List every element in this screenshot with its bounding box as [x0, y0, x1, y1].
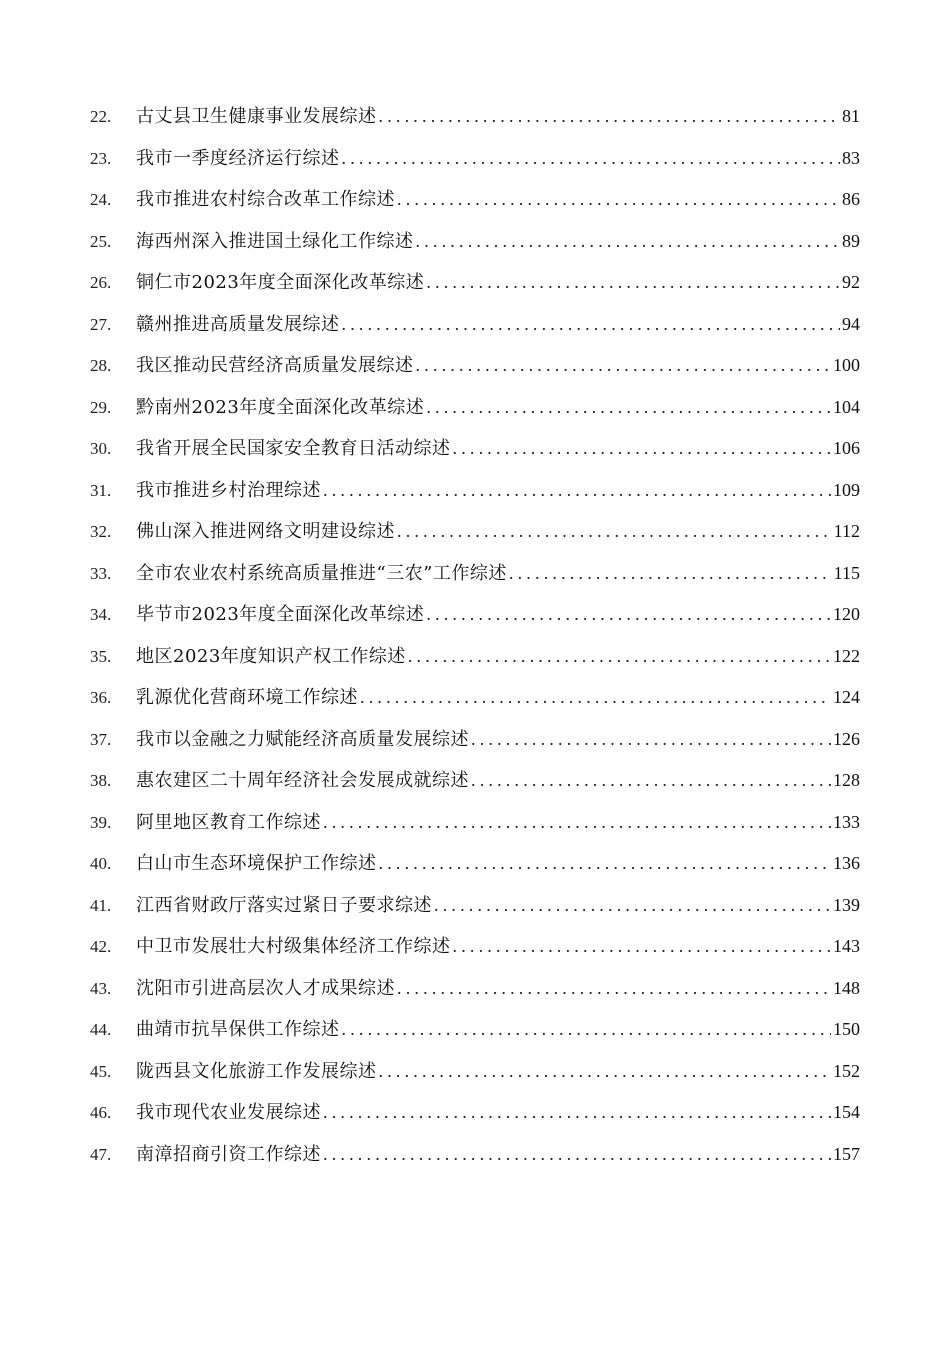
toc-dot-leader	[509, 553, 832, 595]
toc-dot-leader	[408, 636, 831, 678]
toc-entry-page: 83	[842, 147, 860, 168]
toc-entry-title: 古丈县卫生健康事业发展综述	[136, 106, 377, 127]
toc-entry[interactable]	[90, 470, 860, 512]
toc-entry-page: 104	[833, 396, 860, 417]
toc-entry[interactable]	[90, 1092, 860, 1134]
toc-dot-leader	[323, 1092, 831, 1134]
toc-entry-title: 铜仁市2023年度全面深化改革综述	[136, 272, 425, 293]
toc-entry-page: 81	[842, 106, 860, 126]
toc-entry-page: 92	[842, 272, 860, 292]
toc-entry-page: 139	[833, 894, 860, 915]
toc-entry-page: 106	[833, 438, 860, 458]
toc-entry[interactable]	[90, 428, 860, 470]
toc-entry-title: 我市一季度经济运行综述	[136, 147, 340, 169]
toc-entry-page: 133	[833, 811, 860, 832]
toc-dot-leader	[453, 428, 832, 470]
toc-entry-number: 44.	[90, 1020, 112, 1039]
toc-entry-number: 25.	[90, 231, 112, 251]
toc-entry-number: 31.	[90, 480, 112, 500]
toc-dot-leader	[323, 1134, 831, 1176]
toc-entry-page: 94	[842, 313, 860, 334]
toc-entry[interactable]	[90, 843, 860, 885]
toc-entry-number: 28.	[90, 356, 112, 375]
toc-dot-leader	[397, 968, 831, 1010]
toc-entry[interactable]	[90, 968, 860, 1010]
toc-entry-number: 42.	[90, 937, 112, 956]
toc-entry[interactable]	[90, 179, 860, 221]
toc-dot-leader	[416, 221, 841, 263]
toc-entry-title: 全市农业农村系统高质量推进“三农”工作综述	[136, 562, 507, 584]
toc-dot-leader	[416, 345, 832, 387]
toc-dot-leader	[426, 594, 831, 636]
toc-entry-title: 我市推进乡村治理综述	[136, 479, 321, 501]
toc-entry-title: 毕节市2023年度全面深化改革综述	[136, 604, 425, 625]
toc-entry-number: 35.	[90, 646, 112, 666]
toc-dot-leader	[397, 511, 832, 553]
toc-dot-leader	[397, 179, 840, 221]
toc-entry-title: 阿里地区教育工作综述	[136, 811, 321, 833]
toc-entry-page: 86	[842, 189, 860, 209]
table-of-contents	[90, 96, 860, 1175]
toc-dot-leader	[379, 96, 841, 138]
toc-entry-title: 惠农建区二十周年经济社会发展成就综述	[136, 770, 469, 791]
toc-entry-number: 32.	[90, 522, 112, 541]
toc-entry[interactable]	[90, 1009, 860, 1051]
toc-entry-number: 22.	[90, 107, 112, 126]
toc-entry[interactable]	[90, 387, 860, 429]
toc-entry-page: 152	[833, 1060, 860, 1081]
toc-entry-number: 27.	[90, 314, 112, 334]
toc-entry[interactable]	[90, 96, 860, 138]
toc-entry[interactable]	[90, 553, 860, 595]
toc-entry-page: 112	[833, 521, 860, 541]
toc-entry-page: 157	[833, 1143, 860, 1164]
toc-dot-leader	[342, 138, 841, 180]
toc-dot-leader	[323, 470, 831, 512]
toc-entry[interactable]	[90, 885, 860, 927]
toc-entry-title: 佛山深入推进网络文明建设综述	[136, 521, 395, 542]
toc-entry-number: 33.	[90, 563, 112, 583]
toc-entry-number: 36.	[90, 688, 112, 707]
toc-entry[interactable]	[90, 138, 860, 180]
toc-entry-number: 23.	[90, 148, 112, 168]
toc-entry-number: 24.	[90, 190, 112, 209]
toc-dot-leader	[379, 1051, 832, 1093]
toc-entry-title: 南漳招商引资工作综述	[136, 1143, 321, 1165]
toc-entry[interactable]	[90, 345, 860, 387]
toc-entry-title: 沈阳市引进高层次人才成果综述	[136, 977, 395, 999]
toc-entry[interactable]	[90, 636, 860, 678]
toc-entry-title: 白山市生态环境保护工作综述	[136, 853, 377, 874]
toc-dot-leader	[471, 719, 831, 761]
toc-entry-page: 89	[842, 230, 860, 251]
toc-dot-leader	[426, 262, 840, 304]
toc-entry-page: 120	[833, 604, 860, 624]
toc-entry-title: 我区推动民营经济高质量发展综述	[136, 355, 414, 376]
toc-entry-title: 我市以金融之力赋能经济高质量发展综述	[136, 728, 469, 750]
toc-entry-title: 黔南州2023年度全面深化改革综述	[136, 396, 425, 418]
toc-entry-number: 37.	[90, 729, 112, 749]
toc-entry-number: 40.	[90, 854, 112, 873]
toc-entry[interactable]	[90, 719, 860, 761]
toc-dot-leader	[471, 760, 831, 802]
toc-entry-page: 143	[833, 936, 860, 956]
toc-entry[interactable]	[90, 760, 860, 802]
toc-entry-number: 45.	[90, 1061, 112, 1081]
toc-entry[interactable]	[90, 1134, 860, 1176]
toc-entry-title: 我省开展全民国家安全教育日活动综述	[136, 438, 451, 459]
toc-entry-page: 126	[833, 728, 860, 749]
toc-entry-title: 地区2023年度知识产权工作综述	[136, 645, 406, 667]
toc-entry-title: 海西州深入推进国土绿化工作综述	[136, 230, 414, 252]
toc-entry-number: 41.	[90, 895, 112, 915]
toc-entry[interactable]	[90, 594, 860, 636]
toc-entry-number: 46.	[90, 1103, 112, 1122]
toc-entry[interactable]	[90, 802, 860, 844]
toc-entry-title: 江西省财政厅落实过紧日子要求综述	[136, 894, 432, 916]
toc-entry[interactable]	[90, 221, 860, 263]
toc-entry[interactable]	[90, 1051, 860, 1093]
toc-entry-number: 34.	[90, 605, 112, 624]
toc-entry[interactable]	[90, 677, 860, 719]
toc-dot-leader	[360, 677, 831, 719]
toc-entry[interactable]	[90, 262, 860, 304]
toc-entry-title: 中卫市发展壮大村级集体经济工作综述	[136, 936, 451, 957]
toc-dot-leader	[342, 304, 841, 346]
toc-entry-page: 124	[833, 687, 860, 707]
toc-entry-title: 我市现代农业发展综述	[136, 1102, 321, 1123]
toc-entry-page: 154	[833, 1102, 860, 1122]
toc-entry[interactable]	[90, 304, 860, 346]
toc-entry-title: 陇西县文化旅游工作发展综述	[136, 1060, 377, 1082]
toc-entry-page: 148	[833, 977, 860, 998]
toc-entry-page: 122	[833, 645, 860, 666]
toc-entry-number: 43.	[90, 978, 112, 998]
toc-entry-number: 29.	[90, 397, 112, 417]
toc-entry[interactable]	[90, 511, 860, 553]
toc-entry-title: 赣州推进高质量发展综述	[136, 313, 340, 335]
toc-entry-page: 115	[833, 562, 860, 583]
toc-entry-number: 26.	[90, 273, 112, 292]
toc-entry-title: 曲靖市抗旱保供工作综述	[136, 1019, 340, 1040]
toc-entry-number: 39.	[90, 812, 112, 832]
toc-dot-leader	[453, 926, 832, 968]
toc-dot-leader	[323, 802, 831, 844]
toc-dot-leader	[379, 843, 832, 885]
toc-entry-page: 109	[833, 479, 860, 500]
toc-entry-page: 128	[833, 770, 860, 790]
toc-entry[interactable]	[90, 926, 860, 968]
toc-entry-page: 150	[833, 1019, 860, 1039]
toc-entry-number: 47.	[90, 1144, 112, 1164]
toc-entry-number: 38.	[90, 771, 112, 790]
toc-entry-number: 30.	[90, 439, 112, 458]
toc-dot-leader	[426, 387, 831, 429]
toc-entry-title: 乳源优化营商环境工作综述	[136, 687, 358, 708]
toc-entry-title: 我市推进农村综合改革工作综述	[136, 189, 395, 210]
toc-dot-leader	[342, 1009, 832, 1051]
toc-dot-leader	[434, 885, 831, 927]
toc-entry-page: 100	[833, 355, 860, 375]
toc-entry-page: 136	[833, 853, 860, 873]
